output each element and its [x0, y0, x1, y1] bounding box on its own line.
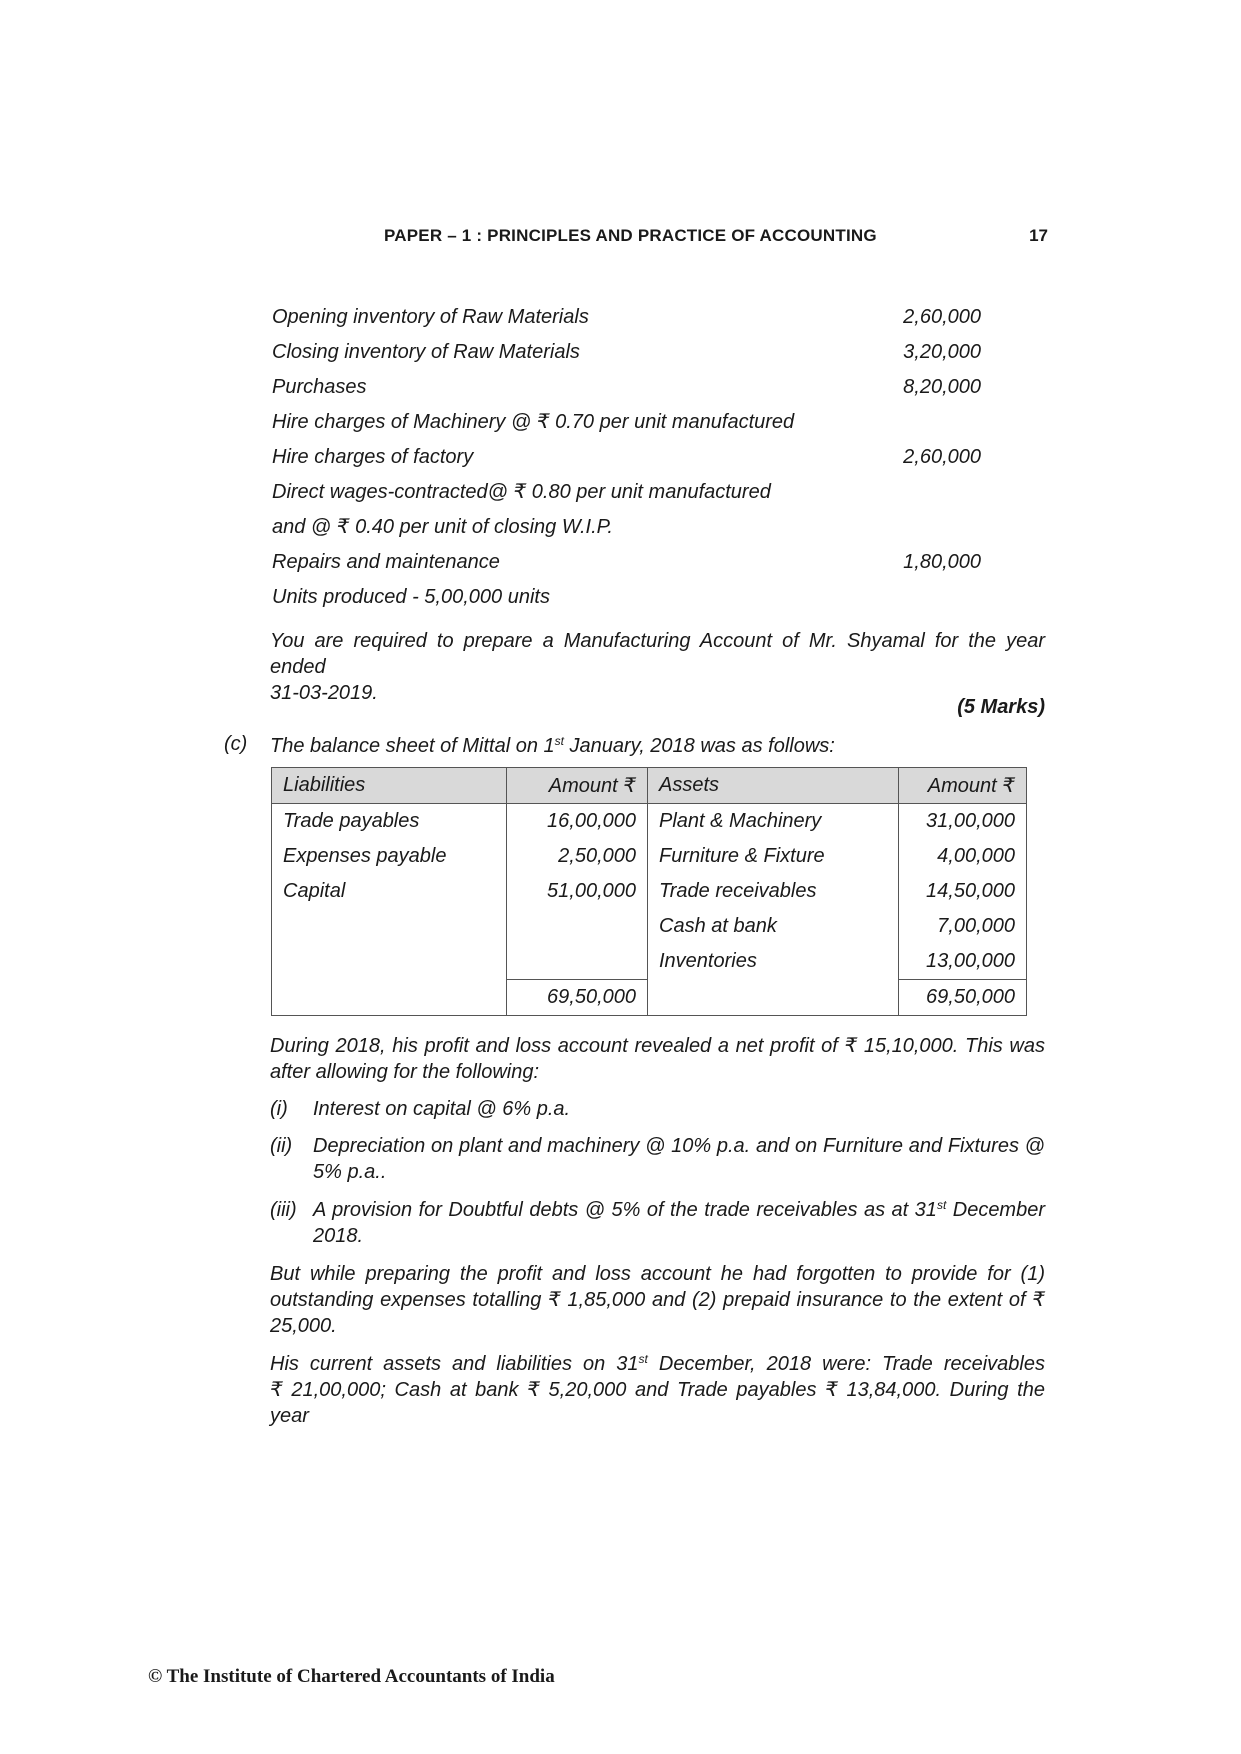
data-row [272, 582, 1052, 612]
total-assets: 69,50,000 [899, 980, 1027, 1016]
amount-cell: 31,00,000 [899, 804, 1027, 840]
amount-cell: 51,00,000 [507, 874, 648, 909]
row-label: Closing inventory of Raw Materials [272, 341, 580, 363]
data-row [272, 302, 1052, 332]
table-row [272, 804, 1027, 840]
marks-label: (5 Marks) [957, 696, 1045, 718]
list-text [313, 1133, 1045, 1185]
instruction-line: 31-03-2019. [270, 682, 378, 704]
amount-cell: 4,00,000 [899, 839, 1027, 874]
asset-cell: Trade receivables [648, 874, 899, 909]
row-label: Opening inventory of Raw Materials [272, 306, 589, 328]
data-row [272, 442, 1052, 472]
paragraph-line-part: His current assets and liabilities on 31 [270, 1353, 639, 1375]
paragraph-line-part: December, 2018 were: Trade receivables [647, 1353, 1045, 1375]
row-amount: 2,60,000 [903, 446, 981, 468]
table-row [272, 839, 1027, 874]
amount-cell [507, 909, 648, 944]
liability-cell: Expenses payable [272, 839, 507, 874]
liability-cell: Capital [272, 874, 507, 909]
amount-cell: 7,00,000 [899, 909, 1027, 944]
row-label: Hire charges of factory [272, 446, 474, 468]
page-header [0, 226, 1241, 252]
header-liabilities: Liabilities [272, 768, 507, 804]
liability-cell: Trade payables [272, 804, 507, 840]
row-label: Direct wages-contracted@ ₹ 0.80 per unit manufactured [272, 481, 771, 503]
empty-cell [648, 980, 899, 1016]
amount-cell [507, 944, 648, 980]
paper-title: PAPER – 1 : PRINCIPLES AND PRACTICE OF ACCOUNTING [384, 226, 877, 245]
list-item [270, 1197, 1045, 1249]
list-label: (i) [270, 1098, 288, 1120]
header-assets: Assets [648, 768, 899, 804]
forgot-paragraph [270, 1261, 1045, 1339]
liability-cell [272, 909, 507, 944]
row-label: Repairs and maintenance [272, 551, 500, 573]
list-item [270, 1096, 1045, 1122]
data-row [272, 477, 1052, 507]
header-amount: Amount ₹ [899, 768, 1027, 804]
page-number: 17 [1029, 226, 1048, 245]
list-text [313, 1197, 1045, 1249]
list-line: Depreciation on plant and machinery @ 10% p.a. and on Furniture and Fixtures @ [313, 1135, 1045, 1157]
balance-sheet-table [271, 767, 1027, 1016]
amount-cell: 2,50,000 [507, 839, 648, 874]
profit-paragraph [270, 1033, 1045, 1085]
current-assets-paragraph [270, 1351, 1045, 1429]
empty-cell [272, 980, 507, 1016]
list-line-part: A provision for Doubtful debts @ 5% of the trade receivables as at 31 [313, 1199, 937, 1221]
list-line: 5% p.a.. [313, 1161, 387, 1183]
total-liabilities: 69,50,000 [507, 980, 648, 1016]
table-row [272, 874, 1027, 909]
paragraph-line: after allowing for the following: [270, 1061, 540, 1083]
table-total-row [272, 980, 1027, 1016]
paragraph-line [270, 1351, 1045, 1377]
row-amount: 2,60,000 [903, 306, 981, 328]
row-label: Purchases [272, 376, 367, 398]
data-row [272, 512, 1052, 542]
footer-copyright: © The Institute of Chartered Accountants of India [148, 1666, 555, 1687]
table-header-row [272, 768, 1027, 804]
list-line: 2018. [313, 1225, 364, 1247]
data-row [272, 547, 1052, 577]
amount-cell: 16,00,000 [507, 804, 648, 840]
row-label: Units produced - 5,00,000 units [272, 586, 550, 608]
intro-text: The balance sheet of Mittal on 1 [270, 735, 555, 757]
header-amount: Amount ₹ [507, 768, 648, 804]
intro-text: January, 2018 was as follows: [563, 735, 835, 757]
row-amount: 1,80,000 [903, 551, 981, 573]
asset-cell: Furniture & Fixture [648, 839, 899, 874]
table-row [272, 909, 1027, 944]
list-label: (iii) [270, 1199, 297, 1221]
amount-cell: 14,50,000 [899, 874, 1027, 909]
superscript: st [638, 1352, 648, 1366]
amount-cell: 13,00,000 [899, 944, 1027, 980]
data-row [272, 372, 1052, 402]
paragraph-line: outstanding expenses totalling ₹ 1,85,000 and (2) prepaid insurance to the extent of ₹ [270, 1289, 1045, 1311]
list-text: Interest on capital @ 6% p.a. [313, 1098, 571, 1120]
paragraph-line: During 2018, his profit and loss account revealed a net profit of ₹ 15,10,000. This was [270, 1035, 1045, 1057]
liability-cell [272, 944, 507, 980]
paragraph-line: But while preparing the profit and loss account he had forgotten to provide for (1) [270, 1263, 1045, 1285]
row-amount: 3,20,000 [903, 341, 981, 363]
row-label: and @ ₹ 0.40 per unit of closing W.I.P. [272, 516, 613, 538]
data-row [272, 407, 1052, 437]
list-label: (ii) [270, 1135, 293, 1157]
row-amount: 8,20,000 [903, 376, 981, 398]
list-line-part: December [946, 1199, 1046, 1221]
list-item [270, 1133, 1045, 1185]
instruction-line: You are required to prepare a Manufacturing Account of Mr. Shyamal for the year ended [270, 630, 1045, 678]
paragraph-line: ₹ 21,00,000; Cash at bank ₹ 5,20,000 and Trade payables ₹ 13,84,000. During the year [270, 1379, 1045, 1427]
question-label: (c) [224, 733, 248, 755]
row-label: Hire charges of Machinery @ ₹ 0.70 per unit manufactured [272, 411, 795, 433]
asset-cell: Inventories [648, 944, 899, 980]
instruction-paragraph [270, 628, 1045, 706]
superscript: st [554, 734, 564, 748]
paragraph-line: 25,000. [270, 1315, 337, 1337]
data-row [272, 337, 1052, 367]
superscript: st [936, 1198, 947, 1212]
asset-cell: Cash at bank [648, 909, 899, 944]
table-row [272, 944, 1027, 980]
question-intro [270, 733, 1045, 759]
list-line [313, 1197, 1045, 1223]
asset-cell: Plant & Machinery [648, 804, 899, 840]
